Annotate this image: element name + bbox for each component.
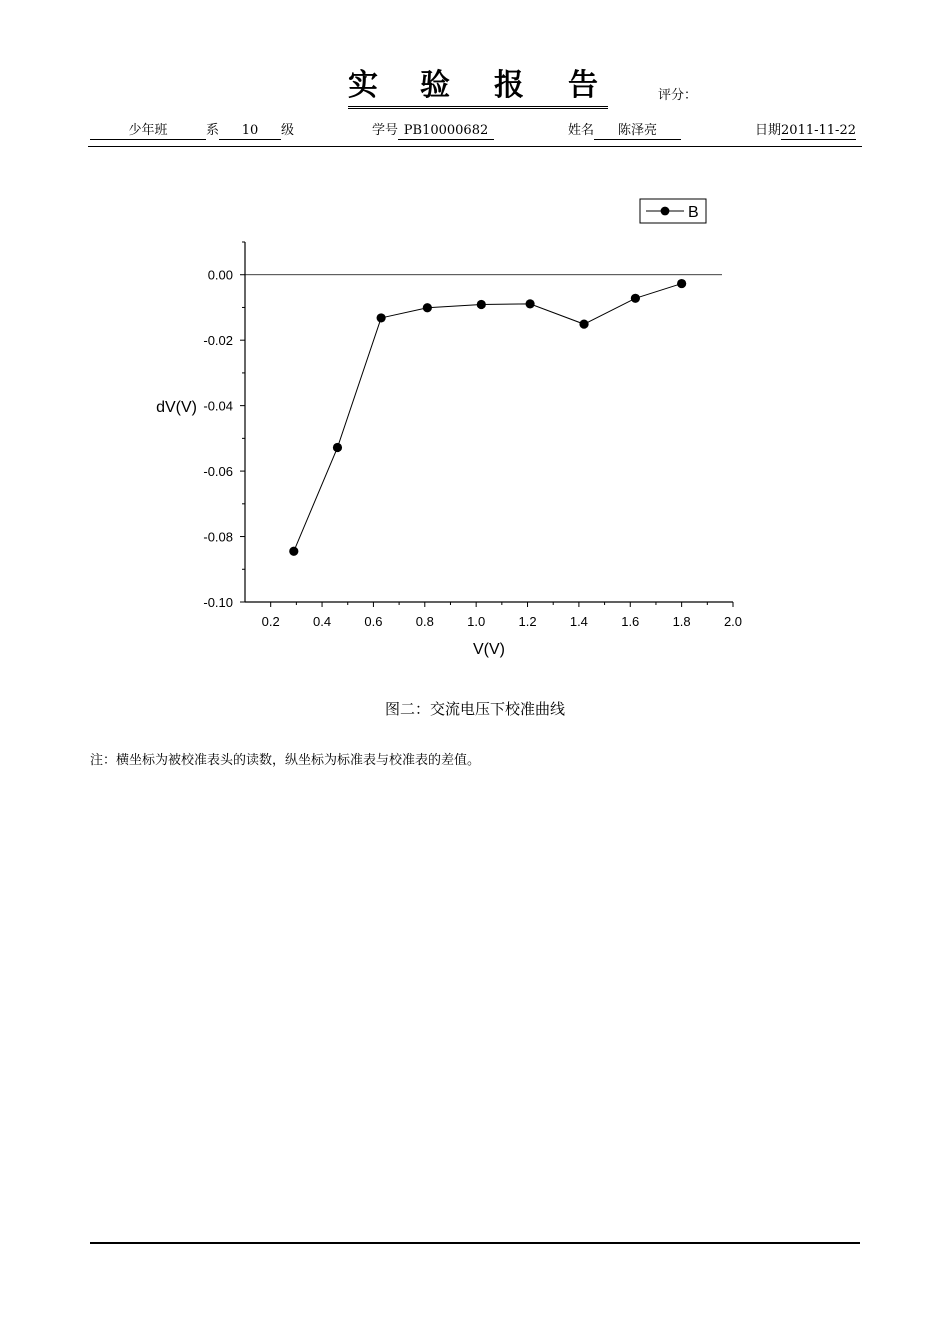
title-char: 告 (568, 68, 598, 103)
figure-caption: 图二：交流电压下校准曲线 (384, 700, 565, 718)
y-tick-label: -0.06 (203, 464, 233, 480)
y-tick-label: -0.10 (203, 595, 233, 610)
x-tick-label: 0.8 (415, 614, 434, 629)
date-value: 2011-11-22 (781, 123, 856, 138)
y-tick-label: 0.00 (207, 267, 233, 283)
x-tick-label: 0.4 (313, 614, 332, 629)
data-point (631, 294, 640, 303)
y-tick-label: -0.04 (203, 398, 233, 414)
legend-marker (661, 207, 670, 216)
figure-note: 注：横坐标为被校准表头的读数，纵坐标为标准表与校准表的差值。 (90, 753, 481, 768)
data-point (579, 320, 588, 329)
series-line (294, 284, 682, 552)
x-tick-label: 1.6 (621, 614, 640, 629)
x-tick-label: 0.2 (261, 614, 280, 629)
name-label: 姓名 (568, 123, 595, 138)
data-point (423, 303, 432, 312)
y-axis-label: dV(V) (156, 399, 197, 416)
x-tick-label: 2.0 (723, 614, 743, 629)
data-point (477, 300, 486, 309)
dept-label: 系 (206, 123, 220, 138)
class-name: 少年班 (90, 123, 206, 140)
name-value: 陈泽亮 (594, 123, 681, 140)
data-point (377, 313, 386, 322)
x-axis-label: V(V) (473, 641, 505, 658)
x-tick-label: 1.2 (518, 614, 537, 629)
title-char: 验 (420, 68, 450, 103)
x-tick-label: 1.4 (569, 614, 588, 629)
y-tick-label: -0.08 (203, 529, 233, 545)
grade-label: 级 (281, 123, 295, 138)
date-label: 日期 (755, 123, 782, 138)
x-tick-label: 1.8 (672, 614, 691, 629)
student-id-label: 学号 (372, 123, 399, 138)
y-tick-label: -0.02 (203, 333, 233, 349)
data-point (289, 547, 298, 556)
student-id: PB10000682 (398, 123, 494, 140)
grade-value: 10 (219, 123, 281, 140)
title-char: 报 (494, 68, 524, 103)
data-point (677, 279, 686, 288)
footer-rule (90, 1242, 860, 1244)
score-label: 评分： (658, 88, 698, 103)
title-char: 实 (348, 68, 378, 103)
x-tick-label: 1.0 (467, 614, 486, 629)
data-point (333, 443, 342, 452)
x-tick-label: 0.6 (364, 614, 383, 629)
legend-label: B (688, 204, 699, 221)
data-point (525, 299, 534, 308)
